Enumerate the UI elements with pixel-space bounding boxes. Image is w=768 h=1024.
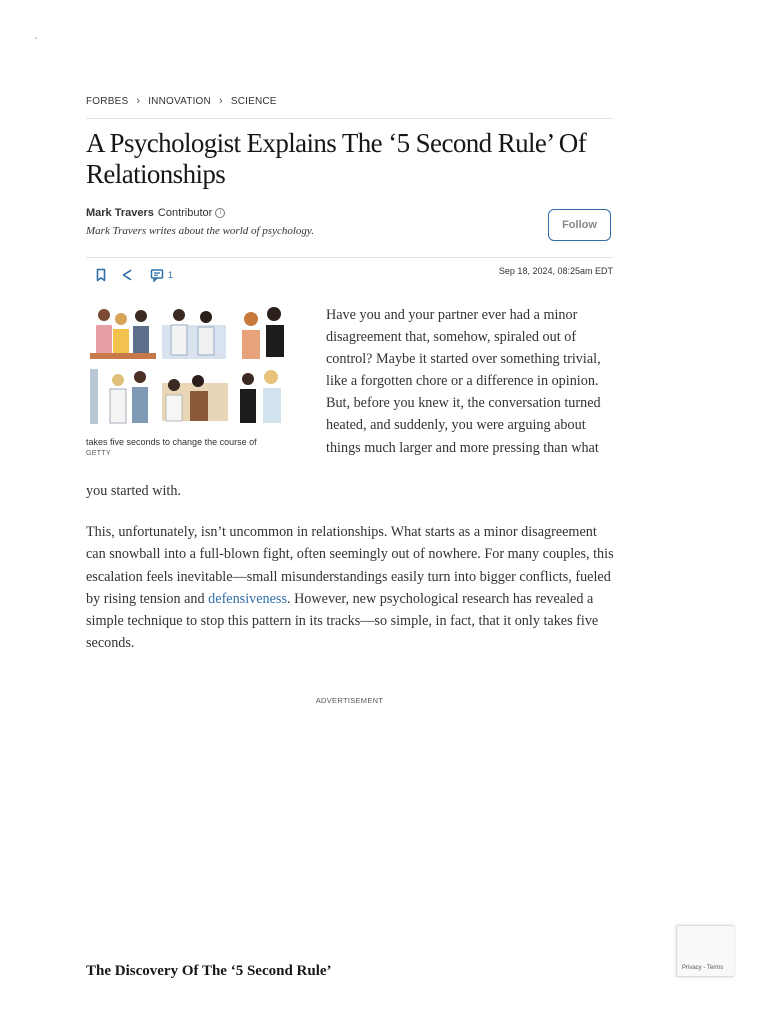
image-credit: GETTY	[86, 450, 111, 457]
breadcrumb	[86, 96, 613, 119]
breadcrumb-separator: ›	[218, 95, 223, 107]
bookmark-icon[interactable]	[94, 268, 108, 282]
author-role: Contributor	[157, 207, 213, 219]
divider	[86, 257, 613, 258]
section-heading: The Discovery Of The ‘5 Second Rule’	[86, 963, 332, 979]
author-line	[86, 207, 225, 219]
paragraph-2-text: This, unfortunately, isn’t uncommon in relationships. What starts as a minor disagreement can snowball into a full-blown fight, often seemingly out of nowhere. For many couples, this escalation feels inevitable—small misunderstandings easily turn into bigger conflicts, fueled by rising tension and	[86, 524, 614, 607]
advertisement-label: ADVERTISEMENT	[315, 696, 384, 705]
article-image[interactable]	[86, 305, 296, 430]
paragraph-2	[86, 521, 616, 655]
paragraph-1: Have you and your partner ever had a minor disagreement that, somehow, spiraled out of control? Maybe it started over something trivial, like a forgotten chore or a difference in opinion. But, before you knew it, the conversation turned heated, and suddenly, you were arguing about things much larger and more pressing than what	[326, 307, 601, 456]
recaptcha-links[interactable]: Privacy - Terms	[682, 965, 724, 971]
breadcrumb-separator: ›	[136, 95, 141, 107]
paragraph-2-text-end: . However, new psychological research has revealed a simple technique to stop this pattern in its tracks—so simple, in fact, that it only takes five seconds.	[86, 590, 599, 652]
info-icon[interactable]: i	[215, 208, 225, 218]
author-tagline: Mark Travers writes about the world of psychology.	[86, 225, 314, 237]
article-actions	[94, 268, 173, 282]
comment-count[interactable]: 1	[168, 270, 174, 280]
share-icon[interactable]	[120, 268, 134, 282]
comment-icon[interactable]	[150, 268, 164, 282]
page-title: A Psychologist Explains The ‘5 Second Rule’ Of Relationships	[86, 128, 587, 189]
breadcrumb-item-science[interactable]: SCIENCE	[230, 96, 277, 107]
breadcrumb-item-forbes[interactable]: FORBES	[86, 96, 129, 107]
recaptcha-badge[interactable]	[676, 925, 734, 977]
follow-button[interactable]: Follow	[548, 209, 611, 241]
publish-date: Sep 18, 2024, 08:25am EDT	[498, 266, 613, 276]
breadcrumb-item-innovation[interactable]: INNOVATION	[148, 96, 211, 107]
author-name[interactable]: Mark Travers	[86, 207, 154, 219]
defensiveness-link[interactable]: defensiveness	[208, 590, 287, 607]
paragraph-1-tail: you started with.	[86, 483, 181, 499]
stray-dot	[35, 37, 37, 39]
image-caption: takes five seconds to change the course of	[86, 437, 257, 447]
